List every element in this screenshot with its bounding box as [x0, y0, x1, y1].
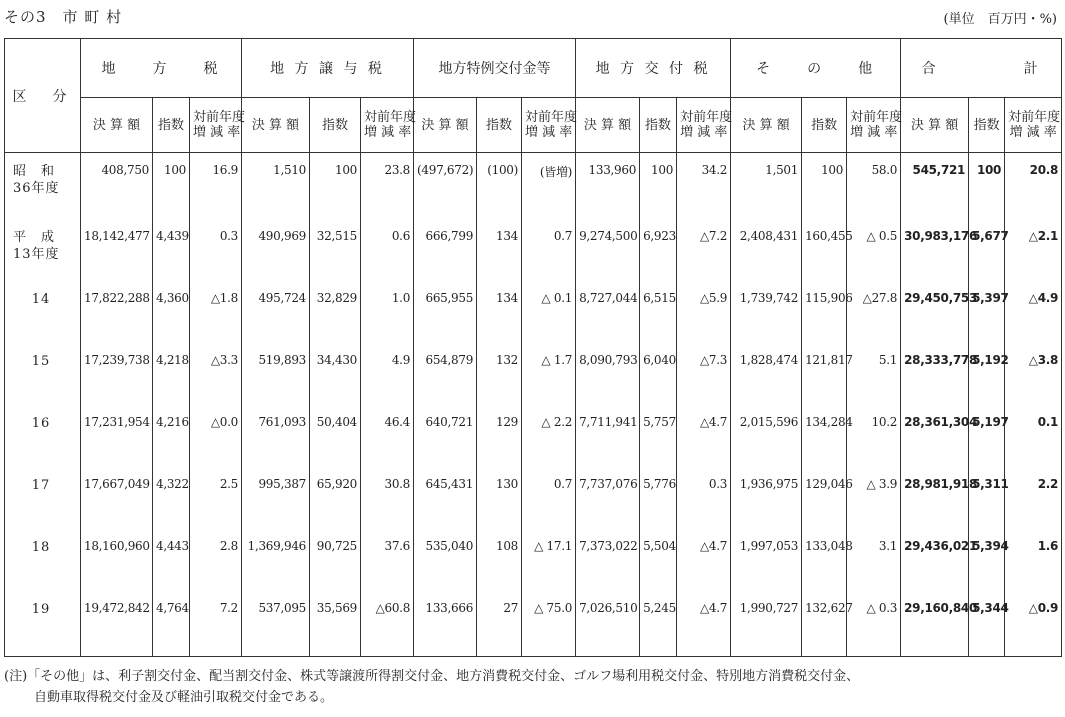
table-cell: 4,216	[153, 409, 190, 471]
table-cell: 17,231,954	[81, 409, 153, 471]
table-cell: 27	[477, 595, 522, 657]
table-cell: △ 75.0	[522, 595, 576, 657]
group-header-special-grant: 地方特例交付金等	[414, 39, 576, 98]
table-cell: 0.3	[190, 223, 242, 285]
table-cell: 100	[310, 153, 361, 223]
table-cell: 8,727,044	[576, 285, 640, 347]
table-cell: 9,274,500	[576, 223, 640, 285]
table-row	[5, 153, 1062, 223]
table-cell: 5,311	[969, 471, 1005, 533]
row-label	[5, 223, 81, 285]
table-cell: 645,431	[414, 471, 477, 533]
row-label	[5, 347, 81, 409]
group-header-transfer-tax: 地 方 譲 与 税	[242, 39, 414, 98]
row-label-line: 昭 和	[13, 164, 56, 179]
table-cell: 34.2	[677, 153, 731, 223]
subheader-rate-line1: 対前年度	[364, 110, 417, 125]
table-cell: 28,981,918	[901, 471, 969, 533]
table-cell: 8,090,793	[576, 347, 640, 409]
table-cell: 28,333,778	[901, 347, 969, 409]
table-cell: (皆増)	[522, 153, 576, 223]
subheader-index: 指数	[969, 98, 1005, 153]
subheader-index: 指数	[477, 98, 522, 153]
subheader-index: 指数	[153, 98, 190, 153]
subheader-rate-line2: 増 減 率	[193, 125, 241, 140]
table-cell: 90,725	[310, 533, 361, 595]
table-cell: 490,969	[242, 223, 310, 285]
table-cell: 545,721	[901, 153, 969, 223]
table-cell: △ 1.7	[522, 347, 576, 409]
table-row	[5, 285, 1062, 347]
table-cell: 4,360	[153, 285, 190, 347]
table-row	[5, 409, 1062, 471]
table-cell: 3.1	[847, 533, 901, 595]
table-cell: 537,095	[242, 595, 310, 657]
table-cell: △27.8	[847, 285, 901, 347]
subheader-index: 指数	[802, 98, 847, 153]
subheader-rate-line1: 対前年度	[680, 110, 733, 125]
table-cell: 18,142,477	[81, 223, 153, 285]
table-row	[5, 223, 1062, 285]
table-cell: 2.2	[1005, 471, 1062, 533]
table-cell: 5.1	[847, 347, 901, 409]
table-cell: 654,879	[414, 347, 477, 409]
table-cell: 408,750	[81, 153, 153, 223]
table-cell: 134	[477, 285, 522, 347]
table-cell: 115,906	[802, 285, 847, 347]
finance-table	[4, 38, 1062, 657]
subheader-rate-line1: 対前年度	[850, 110, 903, 125]
table-cell: 1,990,727	[731, 595, 802, 657]
table-cell: 5,197	[969, 409, 1005, 471]
table-cell: 995,387	[242, 471, 310, 533]
subheader-rate-line2: 増 減 率	[525, 125, 573, 140]
table-cell: △5.9	[677, 285, 731, 347]
table-cell: 46.4	[361, 409, 414, 471]
row-label	[5, 471, 81, 533]
row-label-line: 18	[31, 539, 51, 555]
table-cell: 1.6	[1005, 533, 1062, 595]
table-cell: 2,015,596	[731, 409, 802, 471]
table-cell: 17,667,049	[81, 471, 153, 533]
table-cell: 100	[153, 153, 190, 223]
group-header-local-tax: 地 方 税	[81, 39, 242, 98]
row-label-line: 15	[31, 353, 51, 369]
table-cell: 5,397	[969, 285, 1005, 347]
table-cell: 130	[477, 471, 522, 533]
table-cell: 29,436,021	[901, 533, 969, 595]
table-cell: 519,893	[242, 347, 310, 409]
subheader-rate	[522, 98, 576, 153]
table-cell: 16.9	[190, 153, 242, 223]
table-cell: 30,983,176	[901, 223, 969, 285]
table-cell: 58.0	[847, 153, 901, 223]
table-cell: 6,923	[640, 223, 677, 285]
table-cell: 7,737,076	[576, 471, 640, 533]
table-cell: 0.7	[522, 471, 576, 533]
table-cell: 1,828,474	[731, 347, 802, 409]
table-cell: 761,093	[242, 409, 310, 471]
row-label	[5, 595, 81, 657]
subheader-rate-line1: 対前年度	[525, 110, 578, 125]
table-cell: 30.8	[361, 471, 414, 533]
footnote	[4, 666, 859, 708]
table-cell: 5,245	[640, 595, 677, 657]
table-cell: 129	[477, 409, 522, 471]
table-cell: 1,510	[242, 153, 310, 223]
table-cell: 6,040	[640, 347, 677, 409]
table-cell: 65,920	[310, 471, 361, 533]
table-cell: 665,955	[414, 285, 477, 347]
table-cell: 4,218	[153, 347, 190, 409]
table-cell: 129,046	[802, 471, 847, 533]
table-cell: △4.7	[677, 409, 731, 471]
table-cell: 100	[640, 153, 677, 223]
table-cell: 132	[477, 347, 522, 409]
table-cell: 4,322	[153, 471, 190, 533]
table-cell: 4,439	[153, 223, 190, 285]
table-cell: 10.2	[847, 409, 901, 471]
table-row	[5, 347, 1062, 409]
subheader-rate	[847, 98, 901, 153]
table-cell: 640,721	[414, 409, 477, 471]
table-cell: △2.1	[1005, 223, 1062, 285]
row-label-line: 14	[31, 291, 51, 307]
table-cell: 5,677	[969, 223, 1005, 285]
subheader-rate-line1: 対前年度	[1008, 110, 1061, 125]
table-cell: 0.1	[1005, 409, 1062, 471]
table-cell: 4.9	[361, 347, 414, 409]
table-cell: 18,160,960	[81, 533, 153, 595]
group-header-other: そ の 他	[731, 39, 901, 98]
subheader-rate-line2: 増 減 率	[680, 125, 728, 140]
table-cell: 4,764	[153, 595, 190, 657]
table-cell: △ 0.5	[847, 223, 901, 285]
table-cell: 1,997,053	[731, 533, 802, 595]
table-cell: 2.5	[190, 471, 242, 533]
table-cell: △0.9	[1005, 595, 1062, 657]
table-cell: △ 2.2	[522, 409, 576, 471]
table-cell: △ 0.1	[522, 285, 576, 347]
subheader-rate	[1005, 98, 1062, 153]
table-cell: (497,672)	[414, 153, 477, 223]
table-cell: 1,936,975	[731, 471, 802, 533]
table-cell: △1.8	[190, 285, 242, 347]
table-cell: 19,472,842	[81, 595, 153, 657]
subheader-amount: 決 算 額	[576, 98, 640, 153]
table-cell: △4.7	[677, 533, 731, 595]
table-cell: 17,822,288	[81, 285, 153, 347]
group-header-total: 合 計	[901, 39, 1062, 98]
table-cell: 7.2	[190, 595, 242, 657]
row-label	[5, 153, 81, 223]
subheader-rate	[190, 98, 246, 153]
table-cell: 134,284	[802, 409, 847, 471]
table-cell: 34,430	[310, 347, 361, 409]
table-cell: △4.7	[677, 595, 731, 657]
table-cell: △3.3	[190, 347, 242, 409]
subheader-index: 指数	[640, 98, 677, 153]
table-cell: 7,026,510	[576, 595, 640, 657]
row-label-line: 19	[31, 601, 51, 617]
table-cell: 666,799	[414, 223, 477, 285]
page-title: その3 市 町 村	[4, 8, 123, 26]
table-cell: 6,515	[640, 285, 677, 347]
row-label	[5, 533, 81, 595]
row-label-line: 平 成	[13, 229, 56, 245]
table-cell: 7,711,941	[576, 409, 640, 471]
table-cell: 134	[477, 223, 522, 285]
table-cell: 20.8	[1005, 153, 1062, 223]
table-cell: △4.9	[1005, 285, 1062, 347]
table-cell: 37.6	[361, 533, 414, 595]
table-cell: 100	[969, 153, 1005, 223]
table-cell: △7.3	[677, 347, 731, 409]
table-cell: 1,501	[731, 153, 802, 223]
row-label-line: 16	[31, 415, 51, 431]
unit-label: (単位 百万円・%)	[943, 12, 1057, 27]
table-cell: △60.8	[361, 595, 414, 657]
row-label-line: 36年度	[13, 181, 60, 196]
group-header-allocation-tax: 地 方 交 付 税	[576, 39, 731, 98]
table-cell: 160,455	[802, 223, 847, 285]
table-cell: 17,239,738	[81, 347, 153, 409]
table-cell: 4,443	[153, 533, 190, 595]
table-cell: 32,515	[310, 223, 361, 285]
table-cell: △ 17.1	[522, 533, 576, 595]
footnote-line-2: 自動車取得税交付金及び軽油引取税交付金である。	[34, 690, 334, 705]
table-cell: 5,776	[640, 471, 677, 533]
subheader-amount: 決 算 額	[731, 98, 802, 153]
table-cell: 5,394	[969, 533, 1005, 595]
row-label-line: 17	[31, 477, 51, 493]
table-cell: 0.7	[522, 223, 576, 285]
subheader-rate	[361, 98, 417, 153]
table-cell: 133,960	[576, 153, 640, 223]
table-cell: 132,627	[802, 595, 847, 657]
table-cell: △0.0	[190, 409, 242, 471]
table-row	[5, 595, 1062, 657]
table-cell: 2.8	[190, 533, 242, 595]
footnote-line-1: (注)「その他」は、利子割交付金、配当割交付金、株式等譲渡所得割交付金、地方消費税交付金、ゴルフ場利用税交付金、特別地方消費税交付金、	[4, 669, 860, 684]
table-cell: 32,829	[310, 285, 361, 347]
kubun-header: 区 分	[5, 39, 81, 153]
table-cell: 495,724	[242, 285, 310, 347]
subheader-rate-line1: 対前年度	[193, 110, 246, 125]
subheader-rate-line2: 増 減 率	[850, 125, 898, 140]
table-cell: 1,369,946	[242, 533, 310, 595]
table-cell: 0.3	[677, 471, 731, 533]
table-cell: 35,569	[310, 595, 361, 657]
subheader-amount: 決 算 額	[414, 98, 477, 153]
table-cell: 5,504	[640, 533, 677, 595]
table-cell: △3.8	[1005, 347, 1062, 409]
table-cell: 535,040	[414, 533, 477, 595]
subheader-amount: 決 算 額	[81, 98, 153, 153]
table-cell: 121,817	[802, 347, 847, 409]
table-cell: (100)	[477, 153, 522, 223]
table-cell: 1.0	[361, 285, 414, 347]
table-cell: 50,404	[310, 409, 361, 471]
table-cell: 29,450,753	[901, 285, 969, 347]
subheader-rate	[677, 98, 731, 153]
subheader-rate-line2: 増 減 率	[1009, 125, 1057, 140]
table-cell: 0.6	[361, 223, 414, 285]
table-cell: 28,361,304	[901, 409, 969, 471]
table-cell: 23.8	[361, 153, 414, 223]
table-cell: 1,739,742	[731, 285, 802, 347]
table-cell: 29,160,840	[901, 595, 969, 657]
table-cell: 100	[802, 153, 847, 223]
subheader-rate-line2: 増 減 率	[364, 125, 412, 140]
table-cell: 2,408,431	[731, 223, 802, 285]
subheader-amount: 決 算 額	[242, 98, 310, 153]
table-cell: 5,757	[640, 409, 677, 471]
table-row	[5, 533, 1062, 595]
table-cell: 5,344	[969, 595, 1005, 657]
table-cell: 7,373,022	[576, 533, 640, 595]
table-row	[5, 471, 1062, 533]
table-cell: 5,192	[969, 347, 1005, 409]
table-cell: △7.2	[677, 223, 731, 285]
subheader-index: 指数	[310, 98, 361, 153]
subheader-amount: 決 算 額	[901, 98, 969, 153]
table-cell: △ 0.3	[847, 595, 901, 657]
row-label	[5, 285, 81, 347]
table-cell: △ 3.9	[847, 471, 901, 533]
row-label	[5, 409, 81, 471]
row-label-line: 13年度	[13, 246, 60, 262]
table-cell: 108	[477, 533, 522, 595]
table-cell: 133,048	[802, 533, 847, 595]
table-cell: 133,666	[414, 595, 477, 657]
